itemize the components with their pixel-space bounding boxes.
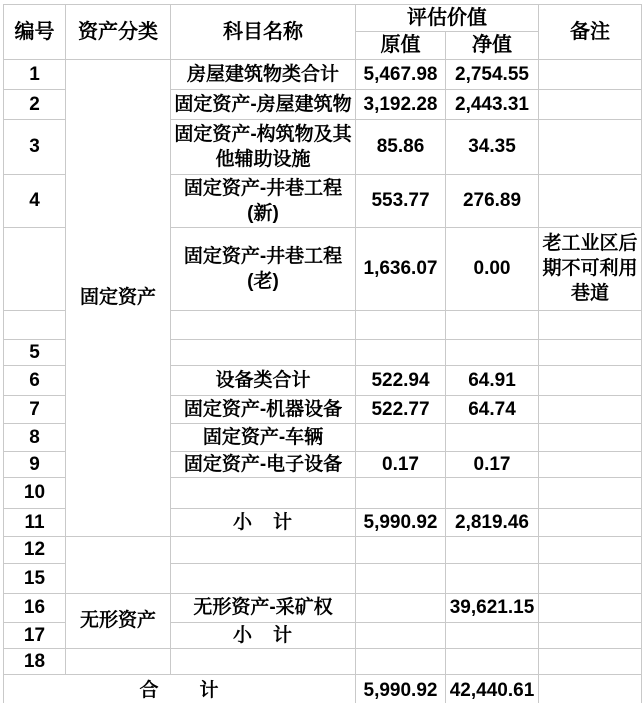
no-cell: 10	[4, 477, 66, 508]
header-subject: 科目名称	[171, 5, 356, 60]
remark-cell	[539, 536, 642, 563]
original-value-cell: 5,467.98	[356, 59, 446, 89]
original-value-cell	[356, 477, 446, 508]
subject-cell	[171, 339, 356, 365]
original-value-cell: 85.86	[356, 119, 446, 174]
subject-cell: 设备类合计	[171, 365, 356, 395]
table-row	[4, 593, 642, 622]
subject-cell: 无形资产-采矿权	[171, 593, 356, 622]
no-cell: 15	[4, 563, 66, 593]
remark-cell	[539, 365, 642, 395]
original-value-cell: 522.94	[356, 365, 446, 395]
header-no: 编号	[4, 5, 66, 60]
header-net-value: 净值	[446, 32, 539, 59]
original-value-cell	[356, 593, 446, 622]
no-cell: 4	[4, 174, 66, 227]
header-remark: 备注	[539, 5, 642, 60]
category-cell-intangible-assets: 无形资产	[66, 593, 171, 648]
net-value-cell	[446, 423, 539, 451]
remark-cell	[539, 119, 642, 174]
no-cell: 16	[4, 593, 66, 622]
net-value-cell	[446, 536, 539, 563]
no-cell: 7	[4, 395, 66, 423]
no-cell: 5	[4, 339, 66, 365]
subject-cell	[171, 536, 356, 563]
subject-cell	[171, 310, 356, 339]
net-value-cell	[446, 477, 539, 508]
subject-cell: 固定资产-车辆	[171, 423, 356, 451]
no-cell: 9	[4, 451, 66, 477]
subject-cell: 固定资产-机器设备	[171, 395, 356, 423]
subject-cell: 固定资产-构筑物及其他辅助设施	[171, 119, 356, 174]
net-value-cell	[446, 339, 539, 365]
asset-valuation-table	[3, 4, 642, 703]
category-cell-empty	[66, 536, 171, 593]
category-cell-empty-last	[66, 649, 171, 675]
net-value-cell	[446, 563, 539, 593]
remark-cell	[539, 339, 642, 365]
table-row	[4, 649, 642, 675]
original-value-cell: 553.77	[356, 174, 446, 227]
remark-cell: 老工业区后期不可利用巷道	[539, 227, 642, 310]
subtotal-label-cell: 小 计	[171, 508, 356, 536]
no-cell: 6	[4, 365, 66, 395]
no-cell: 11	[4, 508, 66, 536]
table-row-grand-total	[4, 675, 642, 703]
net-value-cell: 64.91	[446, 365, 539, 395]
no-cell: 2	[4, 89, 66, 119]
net-value-cell: 0.00	[446, 227, 539, 310]
no-cell: 1	[4, 59, 66, 89]
original-value-cell	[356, 622, 446, 648]
original-value-cell	[356, 423, 446, 451]
net-value-cell: 276.89	[446, 174, 539, 227]
remark-cell	[539, 174, 642, 227]
original-value-cell	[356, 563, 446, 593]
original-value-cell: 5,990.92	[356, 508, 446, 536]
remark-cell	[539, 59, 642, 89]
header-category: 资产分类	[66, 5, 171, 60]
no-cell: 3	[4, 119, 66, 174]
net-value-cell: 39,621.15	[446, 593, 539, 622]
header-value-group: 评估价值	[356, 5, 539, 32]
no-cell: 8	[4, 423, 66, 451]
original-value-cell: 0.17	[356, 451, 446, 477]
subject-cell: 固定资产-井巷工程(老)	[171, 227, 356, 310]
no-cell: 18	[4, 649, 66, 675]
header-original-value: 原值	[356, 32, 446, 59]
net-value-cell: 2,443.31	[446, 89, 539, 119]
net-value-cell: 64.74	[446, 395, 539, 423]
subject-cell	[171, 649, 356, 675]
remark-cell	[539, 649, 642, 675]
remark-cell	[539, 477, 642, 508]
net-value-cell	[446, 649, 539, 675]
remark-cell	[539, 451, 642, 477]
original-value-cell	[356, 339, 446, 365]
grand-total-label-cell: 合 计	[4, 675, 356, 703]
original-value-cell: 522.77	[356, 395, 446, 423]
category-cell-fixed-assets: 固定资产	[66, 59, 171, 536]
subject-cell	[171, 477, 356, 508]
grand-total-original-cell: 5,990.92	[356, 675, 446, 703]
table-row	[4, 59, 642, 89]
remark-cell	[539, 423, 642, 451]
net-value-cell: 34.35	[446, 119, 539, 174]
grand-total-remark-cell	[539, 675, 642, 703]
original-value-cell: 3,192.28	[356, 89, 446, 119]
net-value-cell: 2,819.46	[446, 508, 539, 536]
no-cell: 17	[4, 622, 66, 648]
no-cell: 12	[4, 536, 66, 563]
original-value-cell	[356, 536, 446, 563]
remark-cell	[539, 395, 642, 423]
table-row	[4, 536, 642, 563]
remark-cell	[539, 563, 642, 593]
no-cell	[4, 227, 66, 310]
net-value-cell	[446, 310, 539, 339]
remark-cell	[539, 89, 642, 119]
net-value-cell: 2,754.55	[446, 59, 539, 89]
original-value-cell: 1,636.07	[356, 227, 446, 310]
no-cell	[4, 310, 66, 339]
remark-cell	[539, 508, 642, 536]
original-value-cell	[356, 310, 446, 339]
subject-cell: 固定资产-房屋建筑物	[171, 89, 356, 119]
subject-cell: 固定资产-井巷工程(新)	[171, 174, 356, 227]
net-value-cell: 0.17	[446, 451, 539, 477]
remark-cell	[539, 593, 642, 622]
subject-cell	[171, 563, 356, 593]
net-value-cell	[446, 622, 539, 648]
remark-cell	[539, 310, 642, 339]
subtotal-label-cell: 小 计	[171, 622, 356, 648]
subject-cell: 房屋建筑物类合计	[171, 59, 356, 89]
remark-cell	[539, 622, 642, 648]
grand-total-net-cell: 42,440.61	[446, 675, 539, 703]
table-header-row-1	[4, 5, 642, 32]
subject-cell: 固定资产-电子设备	[171, 451, 356, 477]
original-value-cell	[356, 649, 446, 675]
